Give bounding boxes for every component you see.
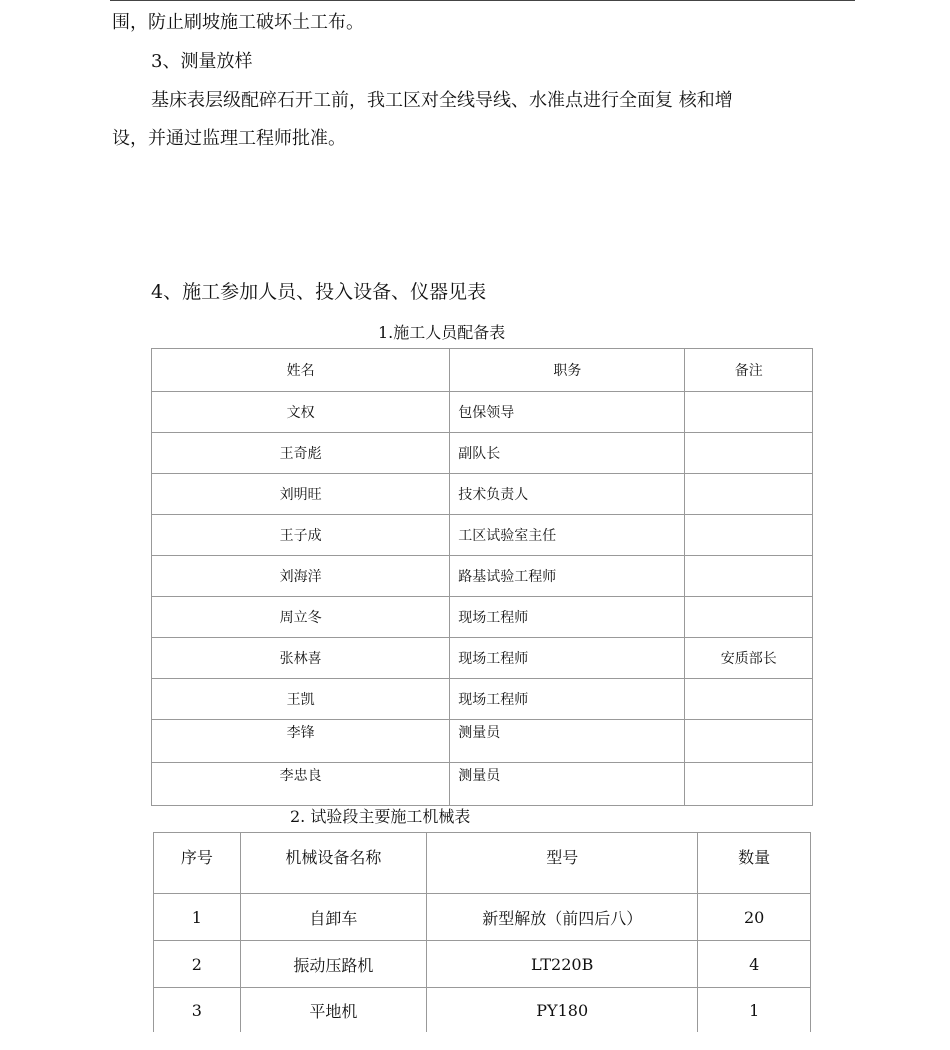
table-row xyxy=(154,894,811,941)
staff-name: 王子成 xyxy=(152,515,450,556)
staff-position: 现场工程师 xyxy=(450,597,685,638)
table-row xyxy=(152,433,813,474)
staff-position: 副队长 xyxy=(450,433,685,474)
staff-name: 周立冬 xyxy=(152,597,450,638)
paragraph-slope: 围，防止刷坡施工破坏土工布。 xyxy=(112,12,364,33)
staff-name: 张林喜 xyxy=(152,638,450,679)
header-model: 型号 xyxy=(427,833,698,894)
staff-table xyxy=(151,348,813,806)
section-heading-survey: 3、测量放样 xyxy=(151,51,253,72)
staff-name: 刘明旺 xyxy=(152,474,450,515)
table-row xyxy=(154,988,811,1033)
paragraph-survey-line2: 设，并通过监理工程师批准。 xyxy=(112,128,346,149)
staff-name: 李忠良 xyxy=(152,763,450,806)
staff-remarks: 安质部长 xyxy=(685,638,813,679)
staff-remarks xyxy=(685,763,813,806)
table-row xyxy=(152,515,813,556)
staff-position: 包保领导 xyxy=(450,392,685,433)
machine-model: 新型解放（前四后八） xyxy=(427,894,698,941)
machine-quantity: 4 xyxy=(698,941,811,988)
staff-remarks xyxy=(685,515,813,556)
table-row xyxy=(152,679,813,720)
machine-seq: 1 xyxy=(154,894,241,941)
staff-remarks xyxy=(685,474,813,515)
staff-table-header-row xyxy=(152,349,813,392)
header-position: 职务 xyxy=(450,349,685,392)
header-seq: 序号 xyxy=(154,833,241,894)
table-row xyxy=(152,392,813,433)
machine-table xyxy=(153,832,811,1032)
machine-name: 自卸车 xyxy=(240,894,426,941)
machine-quantity: 1 xyxy=(698,988,811,1033)
machine-model: LT220B xyxy=(427,941,698,988)
staff-remarks xyxy=(685,720,813,763)
staff-position: 现场工程师 xyxy=(450,638,685,679)
table-row xyxy=(152,763,813,806)
header-quantity: 数量 xyxy=(698,833,811,894)
header-name: 姓名 xyxy=(152,349,450,392)
machine-quantity: 20 xyxy=(698,894,811,941)
table-row xyxy=(152,556,813,597)
section-heading-resources: 4、施工参加人员、投入设备、仪器见表 xyxy=(151,281,487,303)
table-row xyxy=(152,638,813,679)
machine-seq: 2 xyxy=(154,941,241,988)
table-row xyxy=(152,474,813,515)
machine-name: 振动压路机 xyxy=(240,941,426,988)
staff-remarks xyxy=(685,392,813,433)
machine-model: PY180 xyxy=(427,988,698,1033)
header-remarks: 备注 xyxy=(685,349,813,392)
staff-name: 刘海洋 xyxy=(152,556,450,597)
staff-position: 测量员 xyxy=(450,763,685,806)
machine-seq: 3 xyxy=(154,988,241,1033)
staff-remarks xyxy=(685,679,813,720)
staff-remarks xyxy=(685,556,813,597)
staff-name: 文权 xyxy=(152,392,450,433)
table-row xyxy=(152,720,813,763)
table-row xyxy=(152,597,813,638)
table-row xyxy=(154,941,811,988)
staff-remarks xyxy=(685,433,813,474)
paragraph-survey-line1: 基床表层级配碎石开工前，我工区对全线导线、水准点进行全面复 核和增 xyxy=(151,90,733,111)
staff-position: 工区试验室主任 xyxy=(450,515,685,556)
staff-name: 王凯 xyxy=(152,679,450,720)
staff-name: 王奇彪 xyxy=(152,433,450,474)
machine-table-header-row xyxy=(154,833,811,894)
staff-remarks xyxy=(685,597,813,638)
staff-table-caption: 1.施工人员配备表 xyxy=(378,323,506,342)
machine-name: 平地机 xyxy=(240,988,426,1033)
header-equipment: 机械设备名称 xyxy=(240,833,426,894)
staff-position: 测量员 xyxy=(450,720,685,763)
top-rule xyxy=(110,0,855,1)
machine-table-caption: 2. 试验段主要施工机械表 xyxy=(290,807,471,826)
staff-position: 路基试验工程师 xyxy=(450,556,685,597)
staff-position: 技术负责人 xyxy=(450,474,685,515)
staff-name: 李锋 xyxy=(152,720,450,763)
staff-position: 现场工程师 xyxy=(450,679,685,720)
